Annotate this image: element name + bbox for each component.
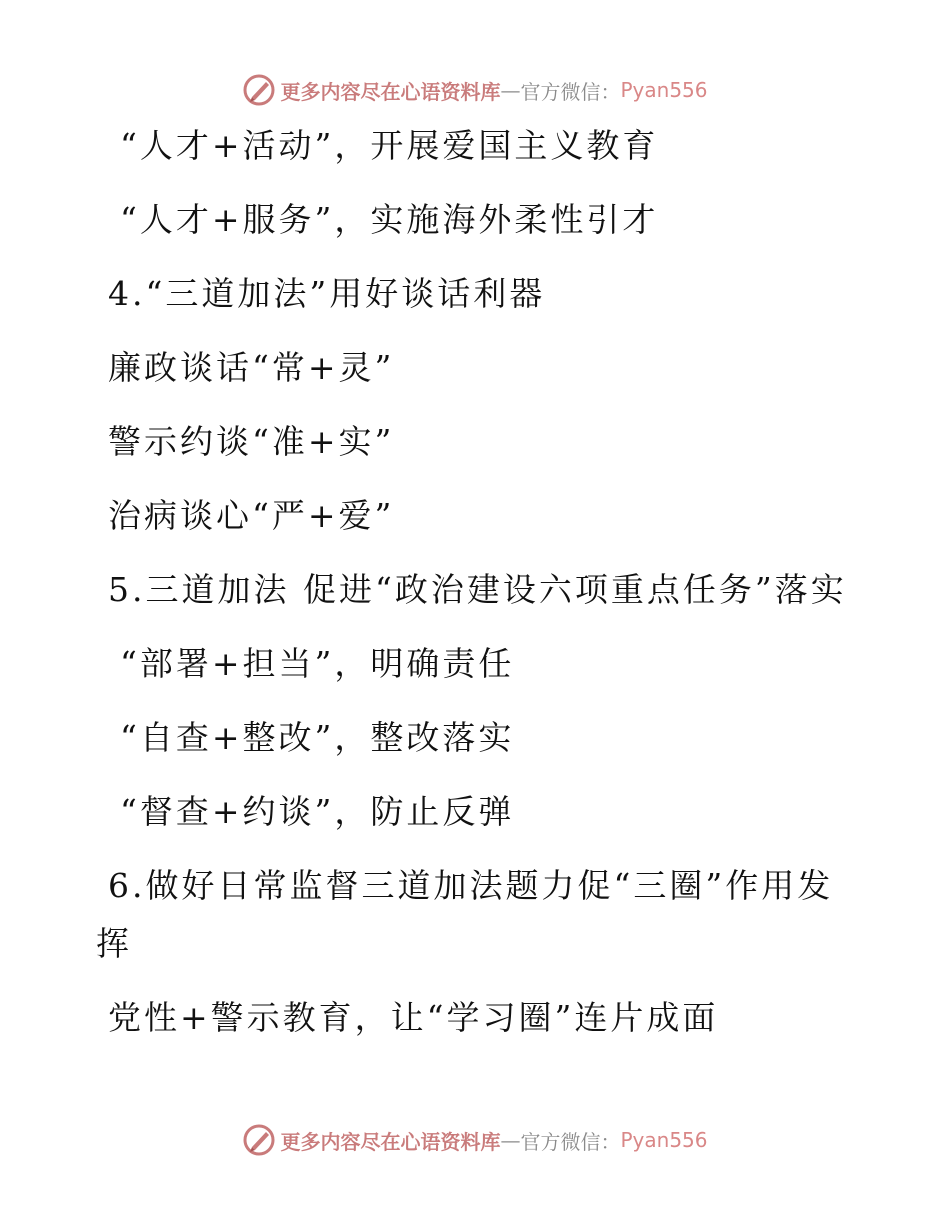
header-banner-text: [280, 76, 707, 105]
text-line: 6.做好日常监督三道加法题力促“三圈”作用发: [108, 866, 834, 905]
text-line: 廉政谈话“常+灵”: [108, 348, 395, 387]
text-line: 5.三道加法 促进“政治建设六项重点任务”落实: [108, 570, 847, 609]
header-banner-label: 官方微信：: [520, 79, 621, 104]
text-line: 党性+警示教育，让“学习圈”连片成面: [108, 998, 719, 1037]
footer-banner-label: 官方微信：: [520, 1129, 621, 1154]
footer-banner: [0, 1120, 950, 1160]
header-banner: [0, 70, 950, 110]
text-line: “自查+整改”，整改落实: [120, 718, 515, 757]
text-line: “部署+担当”，明确责任: [120, 644, 515, 683]
footer-banner-wechat: Pyan556: [620, 1128, 708, 1152]
footer-banner-text: [280, 1126, 707, 1155]
text-line: “人才+服务”，实施海外柔性引才: [120, 200, 659, 239]
text-line: 4.“三道加法”用好谈话利器: [108, 274, 546, 313]
pen-logo-icon: [242, 1123, 276, 1157]
text-line: “督查+约谈”，防止反弹: [120, 792, 515, 831]
footer-banner-main: 更多内容尽在心语资料库: [280, 1129, 501, 1154]
text-line: “人才+活动”，开展爱国主义教育: [120, 126, 659, 165]
text-line: 挥: [96, 924, 132, 963]
header-banner-wechat: Pyan556: [620, 78, 708, 102]
text-line: 警示约谈“准+实”: [108, 422, 395, 461]
footer-banner-dash: —: [500, 1128, 521, 1152]
pen-logo-icon: [242, 73, 276, 107]
text-line: 治病谈心“严+爱”: [108, 496, 395, 535]
header-banner-main: 更多内容尽在心语资料库: [280, 79, 501, 104]
header-banner-dash: —: [500, 78, 521, 102]
